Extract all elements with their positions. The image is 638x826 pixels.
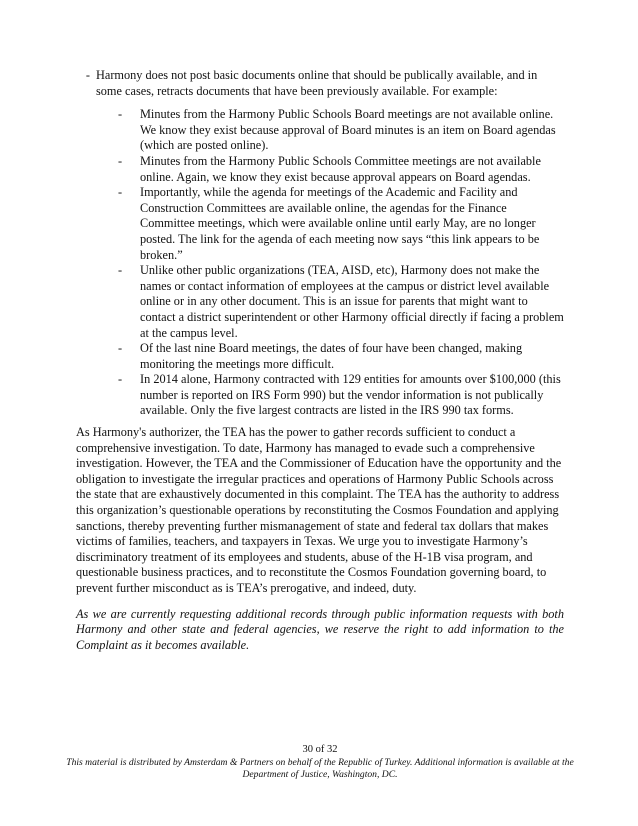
page-footer [60, 744, 580, 781]
bullet-dash: - [118, 153, 123, 168]
top-bullet-item [76, 68, 564, 419]
list-item [118, 341, 564, 372]
list-item-text: Unlike other public organizations (TEA, AISD, etc), Harmony does not make the names or contact information of employees at the campus or district level available online or in any other document. This is an issue for parents that might want to contact a district superintendent or other Harmony official directly if facing a problem at the campus level. [140, 263, 564, 340]
page-number: 30 of 32 [302, 744, 338, 755]
bullet-dash: - [85, 68, 90, 82]
body-paragraph: As Harmony's authorizer, the TEA has the power to gather records sufficient to conduct a comprehensive investigation. To date, Harmony has managed to evade such a comprehensive investigation. However, the TEA and the Commissioner of Education have the opportunity and the obligation to investigate the irregular practices and operations of Harmony Public Schools across the state that are exhaustively documented in this complaint. The TEA has the authority to address this organization’s questionable operations by reconstituting the Cosmos Foundation and applying sanctions, thereby preventing further mismanagement of state and federal tax dollars that makes victims of families, teachers, and taxpayers in Texas. We urge you to investigate Harmony’s discriminatory treatment of its employees and students, abuse of the H-1B visa program, and questionable business practices, and to reconstitute the Cosmos Foundation governing board, to prevent further misconduct as is TEA’s prerogative, and indeed, duty. [76, 425, 562, 595]
page-body [76, 68, 564, 653]
intro-text: Harmony does not post basic documents online that should be publically available, and in some cases, retracts documents that have been previously available. For example: [96, 68, 538, 98]
list-item [118, 107, 564, 154]
list-item-text: In 2014 alone, Harmony contracted with 129 entities for amounts over $100,000 (this number is reported on IRS Form 990) but the vendor information is not publically available. Only the five largest contracts are listed in the IRS 990 tax forms. [140, 372, 561, 418]
italic-note: As we are currently requesting additional records through public information requests with both Harmony and other state and federal agencies, we reserve the right to add information to the Complaint as it becomes available. [76, 606, 564, 652]
list-item [118, 185, 564, 263]
list-item-text: Of the last nine Board meetings, the dates of four have been changed, making monitoring the meetings more difficult. [140, 341, 523, 371]
bullet-dash: - [118, 185, 123, 200]
bullet-dash: - [118, 372, 123, 387]
list-item-text: Minutes from the Harmony Public Schools Board meetings are not available online. We know they exist because approval of Board minutes is an item on Board agendas (which are posted online). [140, 107, 556, 153]
list-item [118, 154, 564, 185]
list-item-text: Minutes from the Harmony Public Schools Committee meetings are not available online. Again, we know they exist because approval appears on Board agendas. [140, 153, 541, 184]
sub-bullet-list [118, 107, 564, 419]
bullet-dash: - [118, 107, 123, 122]
list-item [118, 263, 564, 341]
list-item-text: Importantly, while the agenda for meetings of the Academic and Facility and Construction Committees are available online, the agendas for the Finance Committee meetings, which were available online until early May, are no longer posted. The link for the agenda of each meeting now says “this link appears to be broken.” [140, 185, 540, 262]
list-item [118, 372, 564, 419]
bullet-dash: - [118, 341, 123, 356]
bullet-dash: - [118, 263, 123, 278]
footer-disclaimer: This material is distributed by Amsterdam & Partners on behalf of the Republic of Turkey. Additional information is available at the Department of Justice, Washington, DC. [66, 757, 574, 780]
